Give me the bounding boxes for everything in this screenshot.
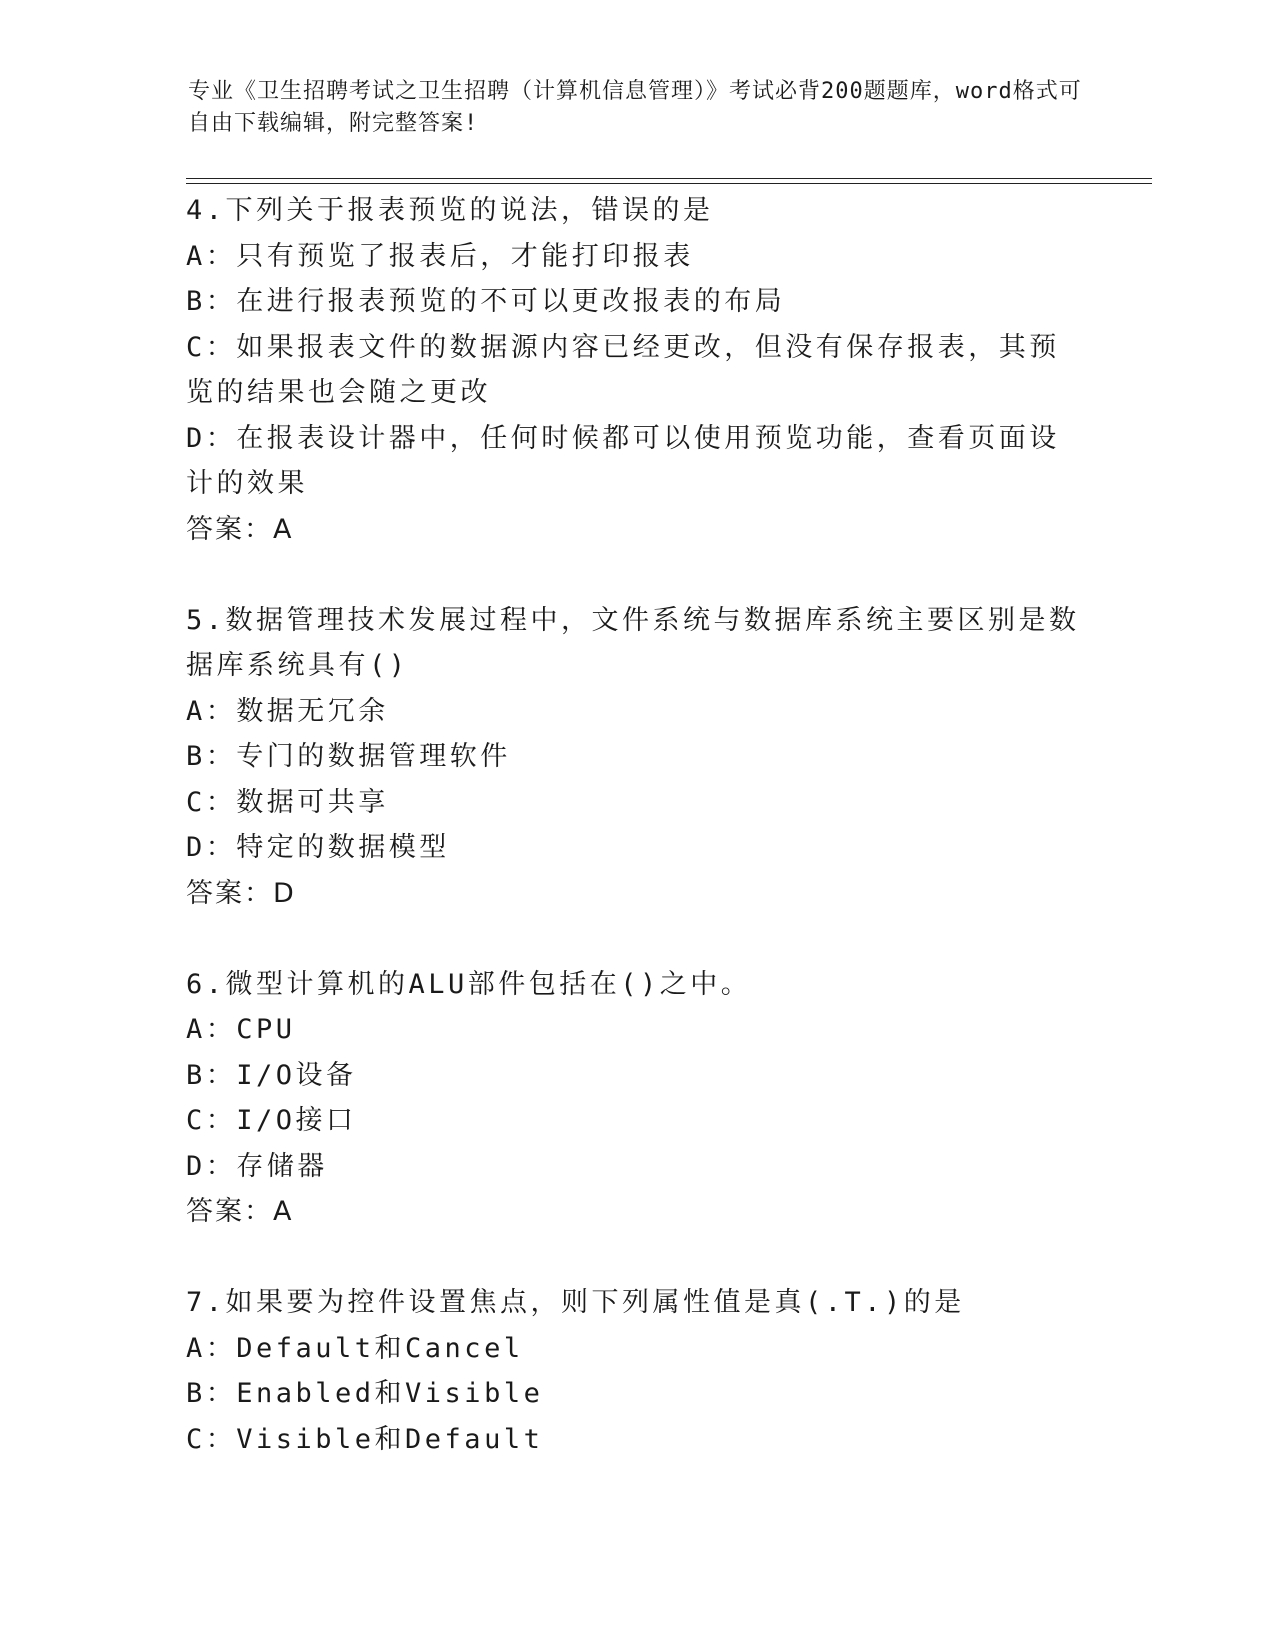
option-b: B：专门的数据管理软件 [186,741,511,772]
option-c: C：Visible和Default [186,1423,544,1455]
option-a: A：Default和Cancel [186,1332,524,1364]
option-b: B：在进行报表预览的不可以更改报表的布局 [186,286,786,317]
option-c: C：如果报表文件的数据源内容已经更改，但没有保存报表，其预览的结果也会随之更改 [186,331,1060,408]
question-block [186,188,1086,552]
question-block [186,962,1086,1235]
option-d: D：在报表设计器中，任何时候都可以使用预览功能，查看页面设计的效果 [186,422,1060,499]
option-a: A：数据无冗余 [186,695,389,727]
option-a: A：CPU [186,1014,296,1045]
answer-line: 答案：A [186,513,294,545]
option-b: B：Enabled和Visible [186,1378,544,1409]
question-list [186,188,1086,1508]
document-intro: 专业《卫生招聘考试之卫生招聘（计算机信息管理）》考试必背200题题库，word格式可自由下载编辑，附完整答案! [188,79,1082,136]
question-block [186,1280,1086,1462]
option-d: D：特定的数据模型 [186,832,450,863]
header-rule-bottom [186,183,1152,184]
answer-line: 答案：A [186,1196,294,1227]
question-stem: 6.微型计算机的ALU部件包括在()之中。 [186,968,752,1000]
header-rule-top [186,178,1152,179]
option-a: A：只有预览了报表后，才能打印报表 [186,240,694,272]
option-c: C：I/O接口 [186,1105,357,1136]
question-block [186,598,1086,917]
question-stem: 5.数据管理技术发展过程中，文件系统与数据库系统主要区别是数据库系统具有() [186,604,1080,681]
question-stem: 7.如果要为控件设置焦点，则下列属性值是真(.T.)的是 [186,1287,965,1318]
option-d: D：存储器 [186,1150,328,1182]
option-b: B：I/O设备 [186,1059,357,1091]
question-stem: 4.下列关于报表预览的说法，错误的是 [186,195,714,226]
answer-line: 答案：D [186,877,296,909]
option-c: C：数据可共享 [186,786,389,818]
